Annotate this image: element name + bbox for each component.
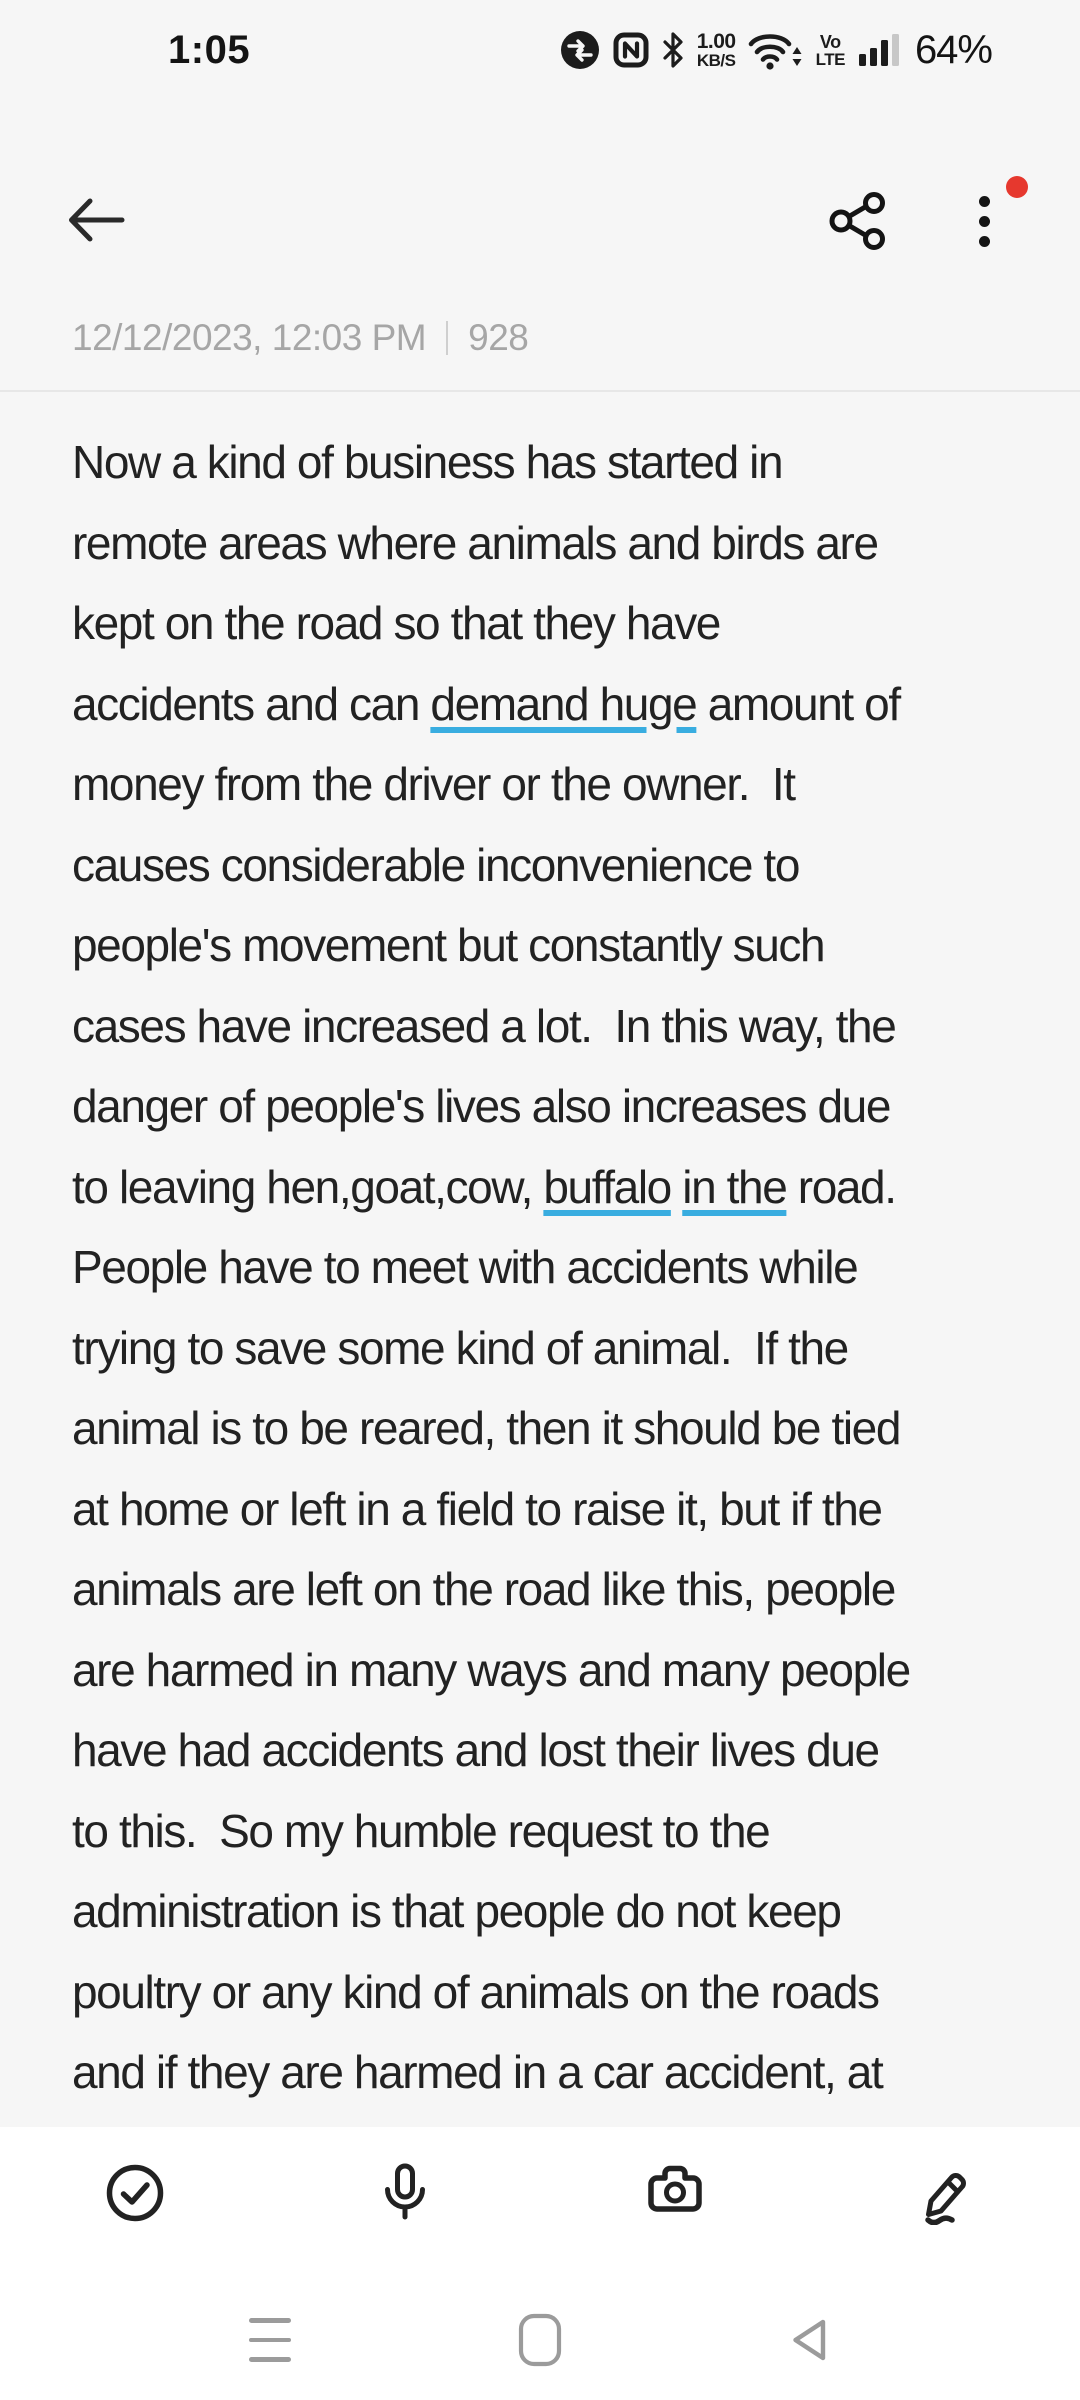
note-text-line: accidents and can demand huge amount of: [72, 677, 900, 730]
mobile-data-circle-icon: [559, 29, 601, 71]
volte-top-label: Vo: [819, 31, 841, 52]
note-text-line: Now a kind of business has started in: [72, 436, 783, 488]
note-text-line: at home or left in a field to raise it, but if the: [72, 1482, 882, 1535]
todo-check-icon: [103, 2161, 167, 2225]
doodle-button[interactable]: [810, 2161, 1080, 2225]
note-text-line: poultry or any kind of animals on the roads: [72, 1965, 879, 2018]
voice-note-button[interactable]: [270, 2161, 540, 2225]
note-text-line: danger of people's lives also increases due: [72, 1080, 891, 1132]
nav-menu-button[interactable]: [190, 2280, 350, 2400]
note-char-count: 928: [468, 317, 529, 358]
header-divider: [0, 390, 1080, 392]
nfc-icon: [613, 32, 649, 68]
more-options-button[interactable]: [958, 190, 1010, 252]
meta-separator: [446, 321, 448, 355]
spellcheck-underlined-text: demand huge: [430, 677, 697, 730]
kebab-dot: [979, 236, 990, 247]
note-text-line: to this. So my humble request to the: [72, 1804, 770, 1857]
menu-icon: [249, 2318, 291, 2362]
nav-back-button[interactable]: [730, 2280, 890, 2400]
note-text-line: animals are left on the road like this, people: [72, 1563, 895, 1615]
note-meta-row: [72, 312, 1008, 364]
note-text-line: are harmed in many ways and many people: [72, 1643, 910, 1696]
note-text-line: cases have increased a lot. In this way, the: [72, 999, 896, 1052]
spellcheck-underlined-text: buffalo: [543, 1160, 671, 1213]
status-time: 1:05: [168, 27, 251, 72]
nav-home-button[interactable]: [460, 2280, 620, 2400]
note-text-line: animal is to be reared, then it should be tied: [72, 1402, 901, 1454]
doodle-pen-icon: [913, 2161, 977, 2225]
note-text-line: trying to save some kind of animal. If the: [72, 1321, 848, 1374]
bluetooth-icon: [661, 32, 685, 68]
note-text-line: kept on the road so that they have: [72, 597, 720, 649]
kebab-dot: [979, 196, 990, 207]
share-icon: [828, 192, 888, 250]
note-text-line: have had accidents and lost their lives due: [72, 1724, 879, 1776]
note-text-line: People have to meet with accidents while: [72, 1241, 858, 1293]
camera-icon: [643, 2161, 707, 2225]
camera-button[interactable]: [540, 2161, 810, 2225]
network-speed: [697, 31, 736, 69]
back-icon: [790, 2316, 830, 2364]
wifi-icon: [748, 29, 804, 71]
battery-percent: 64%: [914, 27, 992, 72]
note-header: [0, 160, 1080, 284]
system-nav-bar: [0, 2280, 1080, 2400]
home-icon: [518, 2313, 562, 2367]
volte-indicator: [816, 33, 845, 68]
back-button[interactable]: [64, 188, 128, 252]
note-body[interactable]: [72, 422, 1032, 2113]
note-toolbar: [0, 2127, 1080, 2280]
kebab-dot: [979, 216, 990, 227]
note-text-line: causes considerable inconvenience to: [72, 838, 799, 891]
volte-bottom-label: LTE: [815, 49, 845, 69]
note-text-line: remote areas where animals and birds are: [72, 516, 878, 569]
note-text-line: people's movement but constantly such: [72, 919, 825, 971]
note-text-line: and if they are harmed in a car accident, at: [72, 2046, 883, 2098]
status-bar: [0, 0, 1080, 100]
note-text-line: administration is that people do not keep: [72, 1885, 841, 1937]
microphone-icon: [373, 2161, 437, 2225]
note-text-line: money from the driver or the owner. It: [72, 758, 795, 810]
todo-check-button[interactable]: [0, 2161, 270, 2225]
status-icons: [559, 28, 992, 73]
spellcheck-underlined-text: in the: [682, 1160, 787, 1213]
network-speed-unit: KB/S: [696, 51, 736, 70]
note-text-line: to leaving hen,goat,cow, buffalo in the road.: [72, 1160, 896, 1213]
notification-badge: [1006, 176, 1028, 198]
note-datetime: 12/12/2023, 12:03 PM: [72, 317, 427, 358]
share-button[interactable]: [828, 192, 888, 250]
network-speed-value: 1.00: [696, 30, 736, 53]
back-arrow-icon: [64, 188, 128, 252]
signal-strength-icon: [857, 32, 903, 68]
